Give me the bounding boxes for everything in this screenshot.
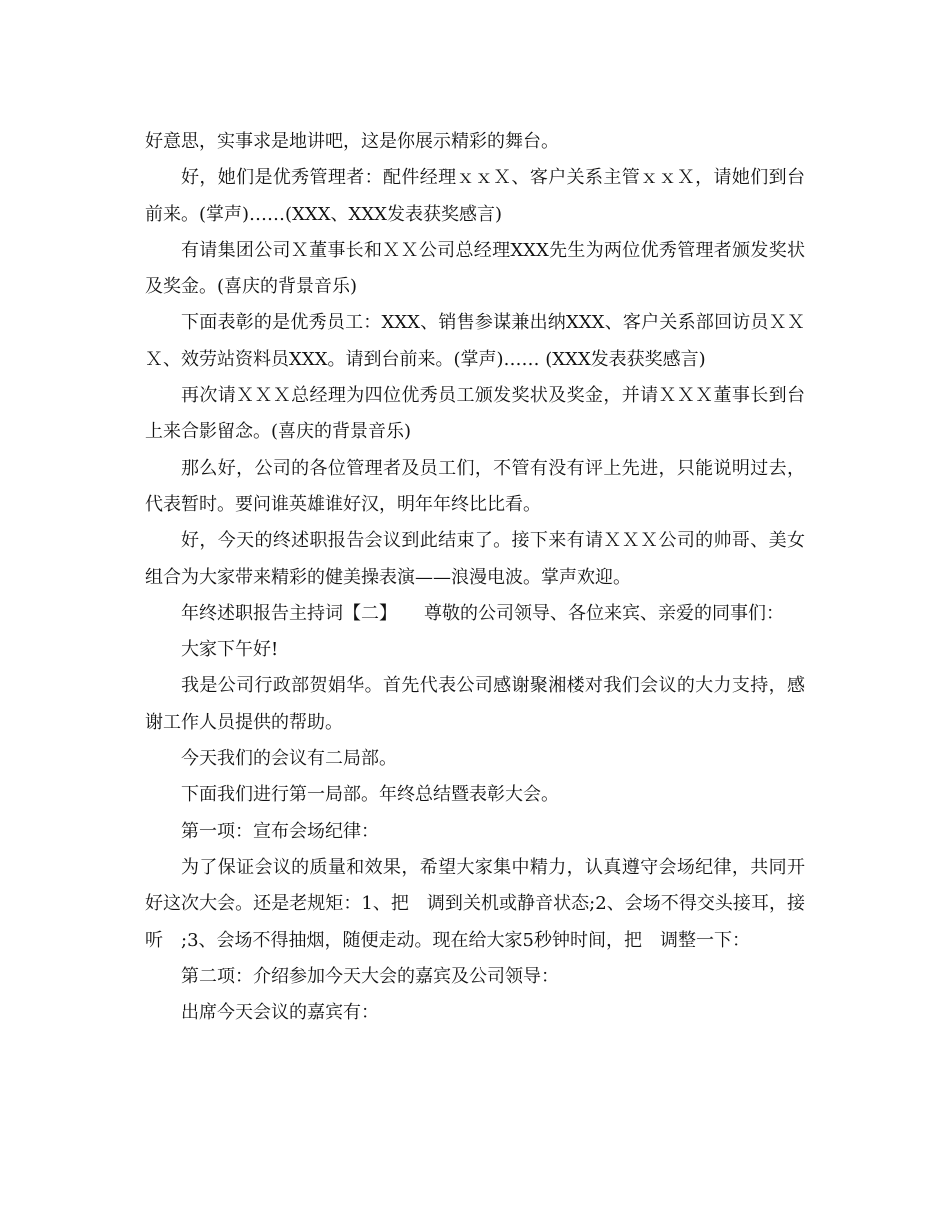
paragraph: 好，她们是优秀管理者：配件经理ｘｘＸ、客户关系主管ｘｘＸ，请她们到台前来。(掌声)……(XXX、XXX发表获奖感言) xyxy=(145,167,805,225)
paragraph: 今天我们的会议有二局部。 xyxy=(181,748,397,770)
paragraph: 出席今天会议的嘉宾有： xyxy=(181,1002,379,1024)
paragraph: 再次请ＸＸＸ总经理为四位优秀员工颁发奖状及奖金，并请ＸＸＸ董事长到台上来合影留念。(喜庆的背景音乐) xyxy=(145,385,805,443)
paragraph: 我是公司行政部贺娟华。首先代表公司感谢聚湘楼对我们会议的大力支持，感谢工作人员提供的帮助。 xyxy=(145,675,805,733)
section-heading-paragraph: 年终述职报告主持词【二】 尊敬的公司领导、各位来宾、亲爱的同事们： xyxy=(181,602,784,624)
paragraph: 第一项：宣布会场纪律： xyxy=(181,820,379,842)
paragraph: 那么好，公司的各位管理者及员工们，不管有没有评上先进，只能说明过去，代表暂时。要问谁英雄谁好汉，明年年终比比看。 xyxy=(145,457,805,515)
document-body xyxy=(145,124,805,1031)
paragraph: 下面表彰的是优秀员工：XXX、销售参谋兼出纳XXX、客户关系部回访员ＸＸＸ、效劳站资料员XXX。请到台前来。(掌声)…… (XXX发表获奖感言) xyxy=(145,312,805,370)
paragraph: 好意思，实事求是地讲吧，这是你展示精彩的舞台。 xyxy=(145,131,559,152)
paragraph: 第二项：介绍参加今天大会的嘉宾及公司领导： xyxy=(181,965,559,987)
paragraph: 为了保证会议的质量和效果，希望大家集中精力，认真遵守会场纪律，共同开好这次大会。还是老规矩：1、把 调到关机或静音状态;2、会场不得交头接耳，接听 ;3、会场不得抽烟，随便走动。现在给大家5秒钟时间，把 调整一下： xyxy=(145,856,805,951)
paragraph: 大家下午好! xyxy=(181,639,279,661)
paragraph: 有请集团公司Ｘ董事长和ＸＸ公司总经理XXX先生为两位优秀管理者颁发奖状及奖金。(喜庆的背景音乐) xyxy=(145,239,805,298)
paragraph: 下面我们进行第一局部。年终总结暨表彰大会。 xyxy=(181,784,559,806)
paragraph: 好，今天的终述职报告会议到此结束了。接下来有请ＸＸＸ公司的帅哥、美女组合为大家带来精彩的健美操表演——浪漫电波。掌声欢迎。 xyxy=(145,530,805,588)
